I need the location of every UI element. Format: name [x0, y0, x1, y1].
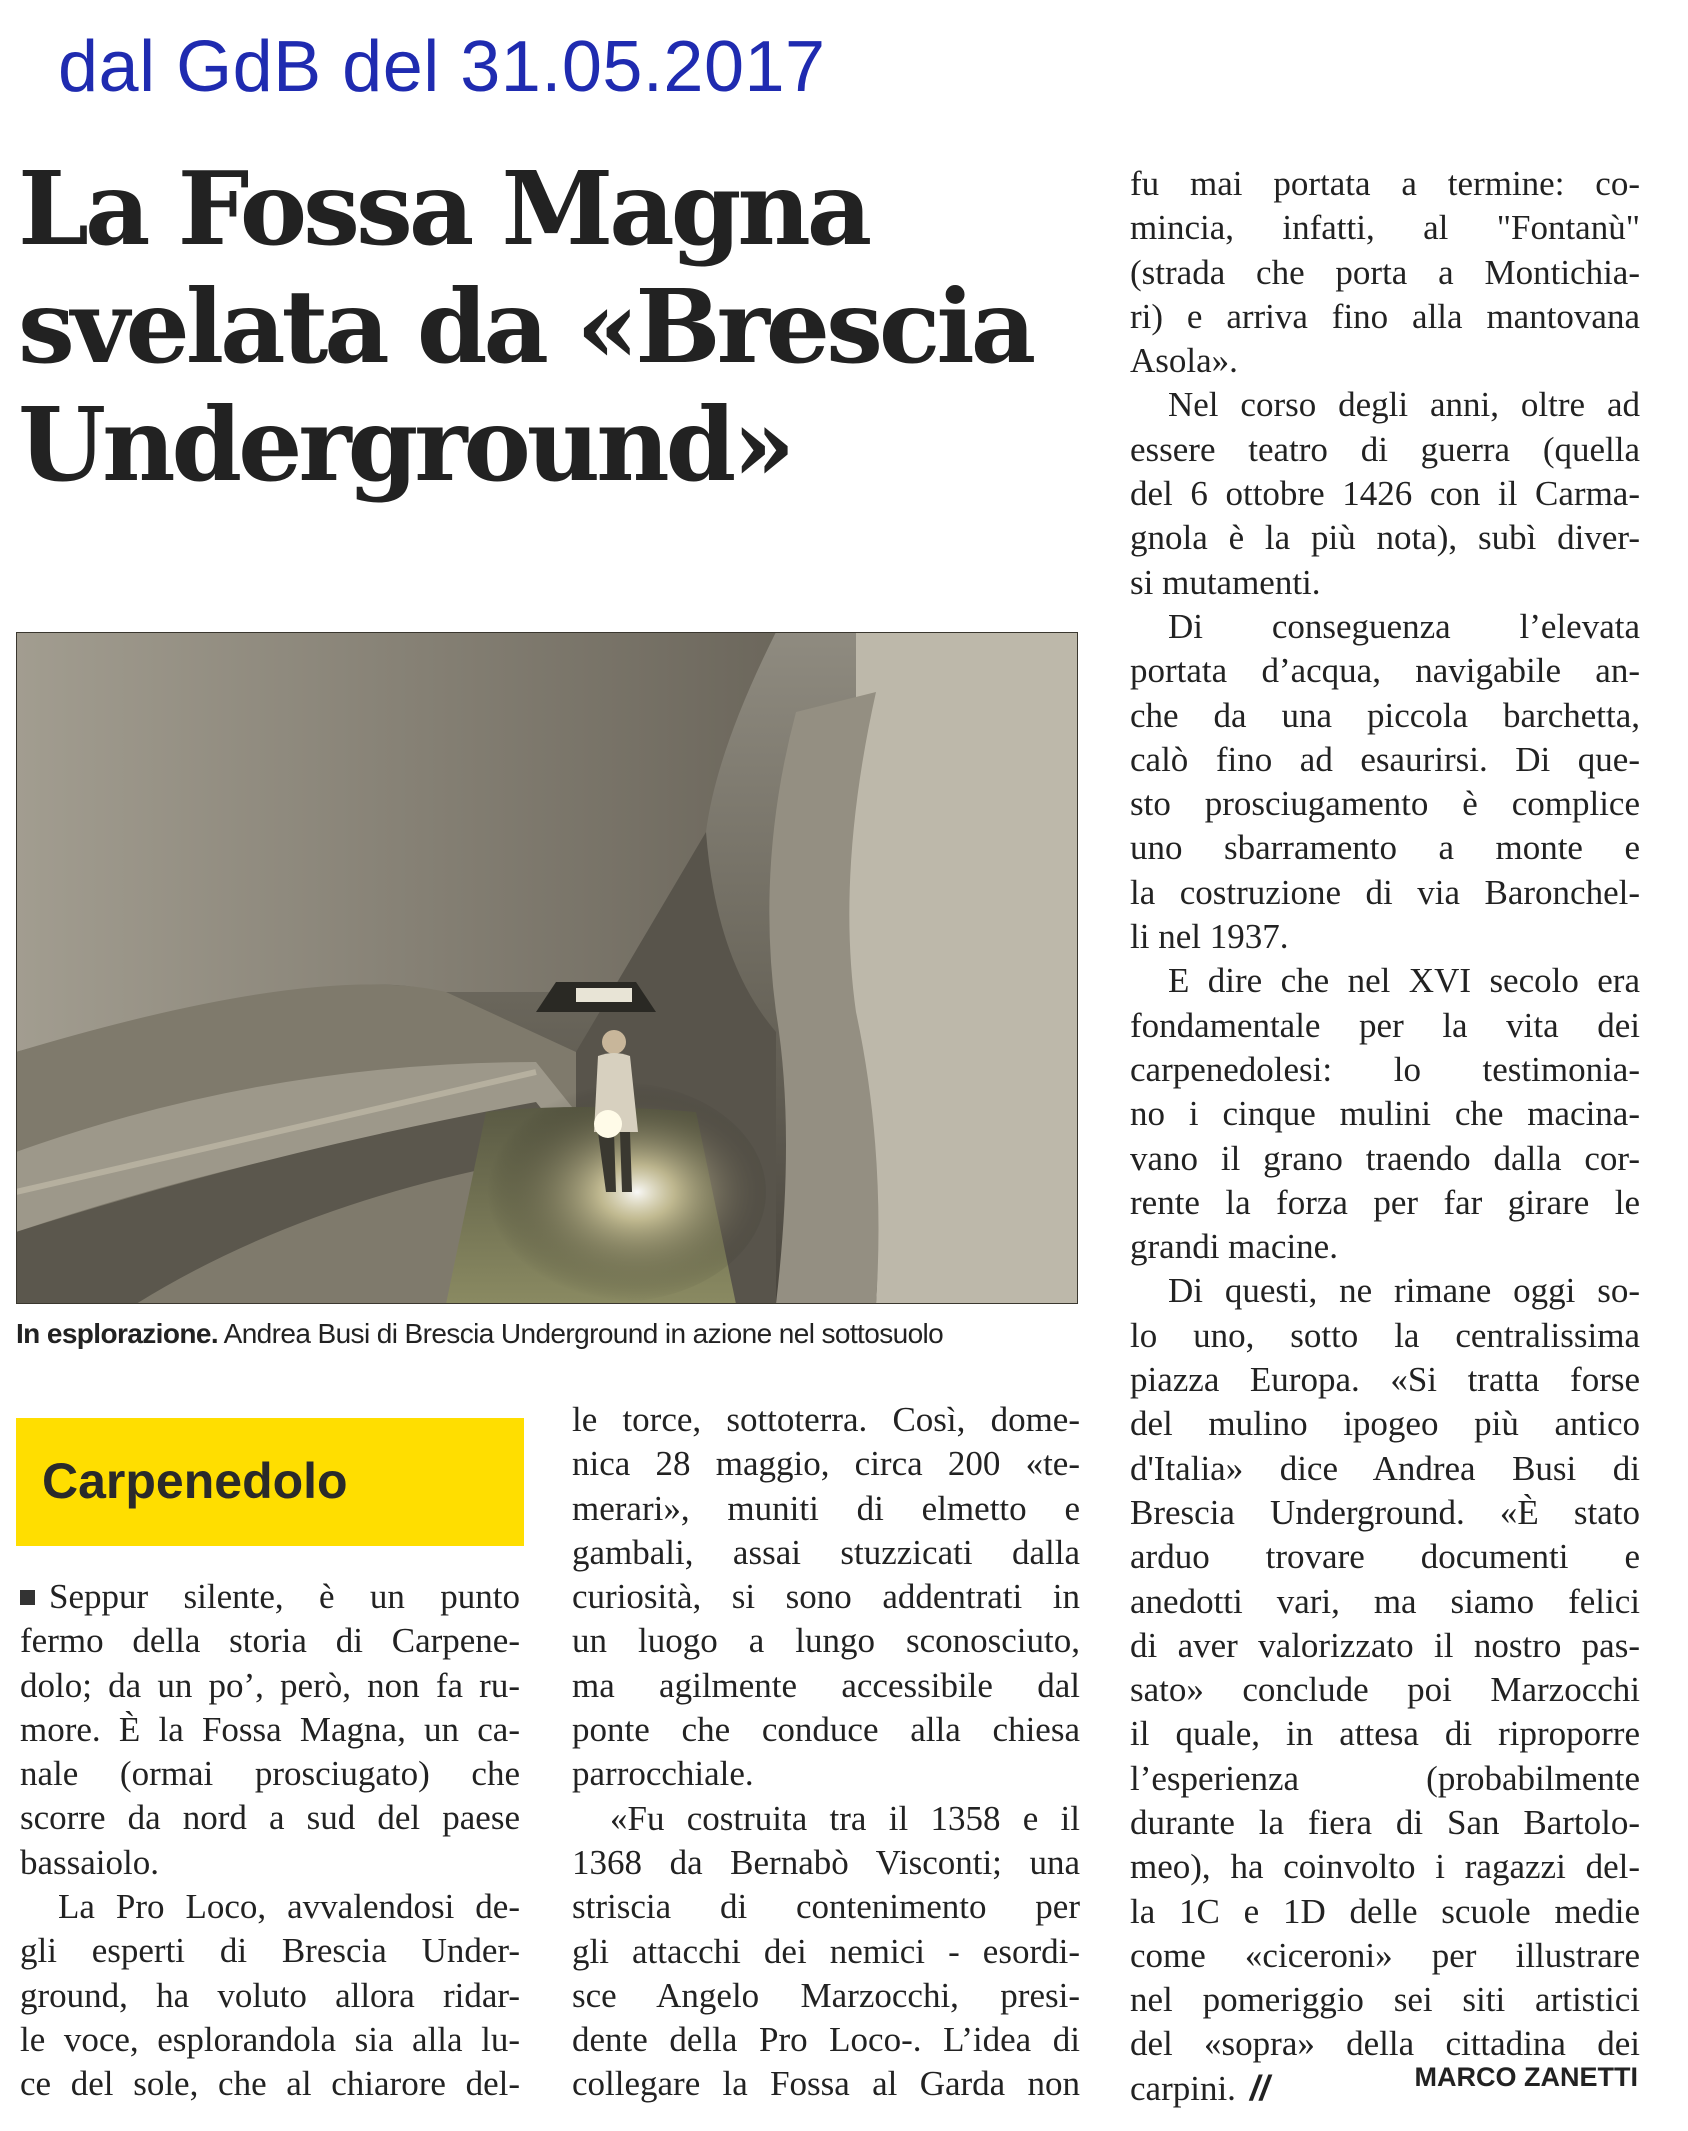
column-line: nica 28 maggio, circa 200 «te- [572, 1444, 1080, 1484]
column-line: del 6 ottobre 1426 con il Carma- [1130, 474, 1640, 514]
column-line: striscia di contenimento per [572, 1887, 1080, 1927]
column-line: del «sopra» della cittadina dei [1130, 2024, 1640, 2064]
column-line: di aver valorizzato il nostro pas- [1130, 1625, 1640, 1665]
column-line: collegare la Fossa al Garda non [572, 2064, 1080, 2104]
column-line: d'Italia» dice Andrea Busi di [1130, 1448, 1640, 1488]
tunnel-photo-image [16, 632, 1078, 1304]
photo-caption [16, 1316, 1096, 1352]
column-line: curiosità, si sono addentrati in [572, 1577, 1080, 1617]
column-line: carpenedolesi: lo testimonia- [1130, 1049, 1640, 1089]
column-line: nel pomeriggio sei siti artistici [1130, 1980, 1640, 2020]
column-line: Nel corso degli anni, oltre ad [1168, 385, 1640, 425]
column-line: li nel 1937. [1130, 917, 1289, 957]
column-line: gli attacchi dei nemici - esordi- [572, 1931, 1080, 1971]
column-line: Di questi, ne rimane oggi so- [1168, 1271, 1640, 1311]
column-line: gnola è la più nota), subì diver- [1130, 518, 1640, 558]
column-line: si mutamenti. [1130, 562, 1321, 602]
column-line: un luogo a lungo sconosciuto, [572, 1621, 1080, 1661]
column-line: vano il grano traendo dalla cor- [1130, 1138, 1640, 1178]
column-line: come «ciceroni» per illustrare [1130, 1935, 1640, 1975]
headline-line-2: svelata da «Brescia [18, 267, 1033, 386]
column-line: durante la fiera di San Bartolo- [1130, 1802, 1640, 1842]
author-byline: MARCO ZANETTI [1414, 2062, 1638, 2092]
column-line: arduo trovare documenti e [1130, 1537, 1640, 1577]
column-line: dente della Pro Loco-. L’idea di [572, 2020, 1080, 2060]
column-line: le voce, esplorandola sia alla lu- [20, 2019, 520, 2059]
column-line: del mulino ipogeo più antico [1130, 1404, 1640, 1444]
headline-line-3: Underground» [18, 385, 792, 504]
column-line: lo uno, sotto la centralissima [1130, 1315, 1640, 1355]
column-line: portata d’acqua, navigabile an- [1130, 651, 1640, 691]
column-line: che da una piccola barchetta, [1130, 695, 1640, 735]
column-line: essere teatro di guerra (quella [1130, 429, 1640, 469]
column-line: (strada che porta a Montichia- [1130, 252, 1640, 292]
column-line: fermo della storia di Carpene- [20, 1621, 520, 1661]
column-line [20, 1575, 520, 1619]
column-line: meo), ha coinvolto i ragazzi del- [1130, 1847, 1640, 1887]
column-line: calò fino ad esaurirsi. Di que- [1130, 739, 1640, 779]
column-line: ri) e arriva fino alla mantovana [1130, 296, 1640, 336]
column-line: scorre da nord a sud del paese [20, 1798, 520, 1838]
article-column-3 [1130, 162, 1640, 2111]
column-line: la 1C e 1D delle scuole medie [1130, 1891, 1640, 1931]
column-line: ce del sole, che al chiarore del- [20, 2064, 520, 2104]
tunnel-photo [16, 632, 1078, 1304]
column-line: sce Angelo Marzocchi, presi- [572, 1975, 1080, 2015]
column-line: l’esperienza (probabilmente [1130, 1758, 1640, 1798]
caption-text: Andrea Busi di Brescia Underground in azione nel sottosuolo [218, 1318, 944, 1349]
column-line: E dire che nel XVI secolo era [1168, 961, 1640, 1001]
column-line: bassaiolo. [20, 1842, 160, 1882]
column-line: ma agilmente accessibile dal [572, 1665, 1080, 1705]
column-line: Asola». [1130, 341, 1238, 381]
column-line: gli esperti di Brescia Under- [20, 1931, 520, 1971]
article-column-2 [572, 1398, 1080, 2107]
column-line: nale (ormai prosciugato) che [20, 1754, 520, 1794]
column-line: il quale, in attesa di riproporre [1130, 1714, 1640, 1754]
column-line: ponte che conduce alla chiesa [572, 1710, 1080, 1750]
column-line-text: Seppur silente, è un punto [49, 1577, 520, 1616]
column-line: no i cinque mulini che macina- [1130, 1094, 1640, 1134]
end-mark: // [1249, 2068, 1270, 2108]
column-line: fu mai portata a termine: co- [1130, 164, 1640, 203]
column-line: uno sbarramento a monte e [1130, 828, 1640, 868]
column-line: «Fu costruita tra il 1358 e il [610, 1798, 1080, 1838]
headline-line-1: La Fossa Magna [18, 149, 869, 268]
article-column-1 [20, 1575, 520, 2107]
kicker-label: Carpenedolo [42, 1453, 348, 1509]
kicker-box [16, 1418, 524, 1546]
column-line: gambali, assai stuzzicati dalla [572, 1532, 1080, 1572]
column-line: 1368 da Bernabò Visconti; una [572, 1842, 1080, 1882]
column-line: Brescia Underground. «È stato [1130, 1492, 1640, 1532]
column-line: Di conseguenza l’elevata [1168, 606, 1640, 646]
article-headline [18, 150, 1078, 504]
column-line: piazza Europa. «Si tratta forse [1130, 1360, 1640, 1400]
column-line: mincia, infatti, al "Fontanù" [1130, 208, 1640, 248]
column-line: more. È la Fossa Magna, un ca- [20, 1709, 520, 1749]
column-line: La Pro Loco, avvalendosi de- [58, 1887, 520, 1927]
bullet-square-icon [20, 1590, 35, 1605]
column-line: le torce, sottoterra. Così, dome- [572, 1400, 1080, 1439]
caption-lead: In esplorazione. [16, 1318, 218, 1349]
column-line: parrocchiale. [572, 1754, 754, 1794]
column-line: sto prosciugamento è complice [1130, 784, 1640, 824]
column-line: anedotti vari, ma siamo felici [1130, 1581, 1640, 1621]
column-line: merari», muniti di elmetto e [572, 1488, 1080, 1528]
column-line: la costruzione di via Baronchel- [1130, 872, 1640, 912]
column-line: fondamentale per la vita dei [1130, 1005, 1640, 1045]
column-line: dolo; da un po’, però, non fa ru- [20, 1665, 520, 1705]
column-line: grandi macine. [1130, 1227, 1338, 1267]
column-line: ground, ha voluto allora ridar- [20, 1975, 520, 2015]
column-line-text: carpini. [1130, 2068, 1236, 2108]
source-date-line: dal GdB del 31.05.2017 [58, 27, 826, 107]
column-line: sato» conclude poi Marzocchi [1130, 1670, 1640, 1710]
column-line: rente la forza per far girare le [1130, 1182, 1640, 1222]
